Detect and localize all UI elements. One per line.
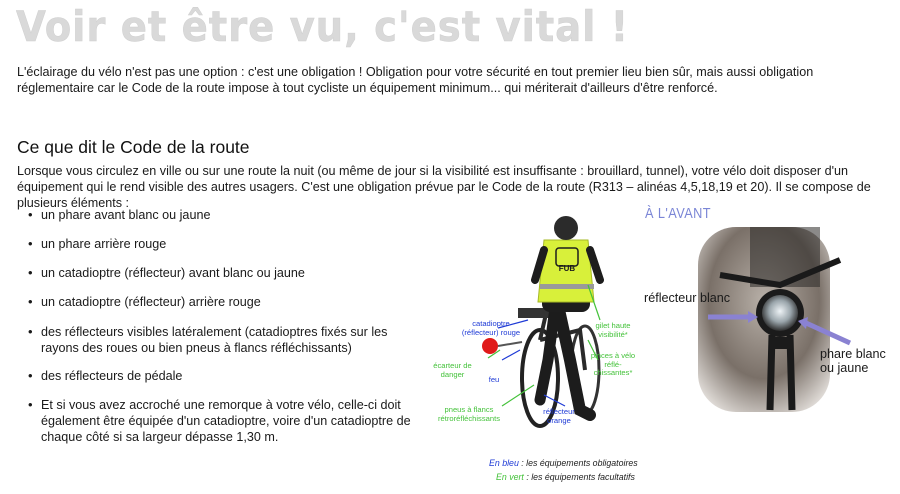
label-phare: phare blanc ou jaune <box>820 347 886 375</box>
list-item: • un catadioptre (réflecteur) avant blanc ou jaune <box>28 265 416 281</box>
label-feu: feu <box>488 375 500 384</box>
intro-paragraph: L'éclairage du vélo n'est pas une option : c'est une obligation ! Obligation pour votre sécurité en tout premier lieu bien sûr, mais aussi obligation réglementaire car le Code de la route impose à tout cycliste un équipement minimum... qui mériterait d'ailleurs d'être renforcé. <box>17 65 814 95</box>
label-catadioptre-rouge: catadioptre (réflecteur) rouge <box>461 319 521 337</box>
vest-text: FUB <box>558 264 576 273</box>
label-pinces: pinces à vélo réflé-chissantes* <box>590 351 636 378</box>
legend-blue <box>489 458 638 468</box>
list-item: • un catadioptre (réflecteur) arrière rouge <box>28 294 416 310</box>
legend-green-text: : les équipements facultatifs <box>523 472 635 482</box>
label-ecarteur: écarteur de danger <box>433 361 472 379</box>
list-item: • un phare avant blanc ou jaune <box>28 207 416 223</box>
label-gilet: gilet haute visibilité* <box>595 321 631 339</box>
label-reflecteur-blanc: réflecteur blanc <box>644 291 731 305</box>
front-light-photo <box>640 205 895 420</box>
avant-title: À L'AVANT <box>645 205 712 222</box>
list-item: • Et si vous avez accroché une remorque à votre vélo, celle-ci doit également être équipée d'un catadioptre, voire d'un catadioptre de chaque côté si sa largeur dépasse 1,30 m. <box>28 397 416 445</box>
rear-light-icon <box>482 338 498 354</box>
list-item: • des réflecteurs visibles latéralement (catadioptres fixés sur les rayons des roues ou bien pneus à flancs réfléchissants) <box>28 324 416 356</box>
list-item: • un phare arrière rouge <box>28 236 416 252</box>
legend-green-key: En vert <box>496 472 524 482</box>
legend-blue-text: : les équipements obligatoires <box>518 458 638 468</box>
front-light-drawing <box>640 205 895 420</box>
section-paragraph: Lorsque vous circulez en ville ou sur une route la nuit (ou même de jour si la visibilité est insuffisante : brouillard, tunnel), votre vélo doit disposer d'un équipement qui le rend visible des autres usagers. C'est une obligation prévue par le Code de la route (R313 – alinéas 4,5,18,19 et 20). Il se compose de plusieurs éléments : <box>17 164 871 210</box>
section-heading: Ce que dit le Code de la route <box>17 137 250 157</box>
legend-green <box>496 472 635 482</box>
label-pneus: pneus à flancs rétroréfléchissants <box>437 405 501 423</box>
legend-blue-key: En bleu <box>489 458 519 468</box>
label-reflecteur-orange: réflecteur orange <box>543 407 575 425</box>
list-item: • des réflecteurs de pédale <box>28 368 416 384</box>
cyclist-illustration <box>430 210 645 435</box>
page-title: Voir et être vu, c'est vital ! <box>16 2 630 51</box>
